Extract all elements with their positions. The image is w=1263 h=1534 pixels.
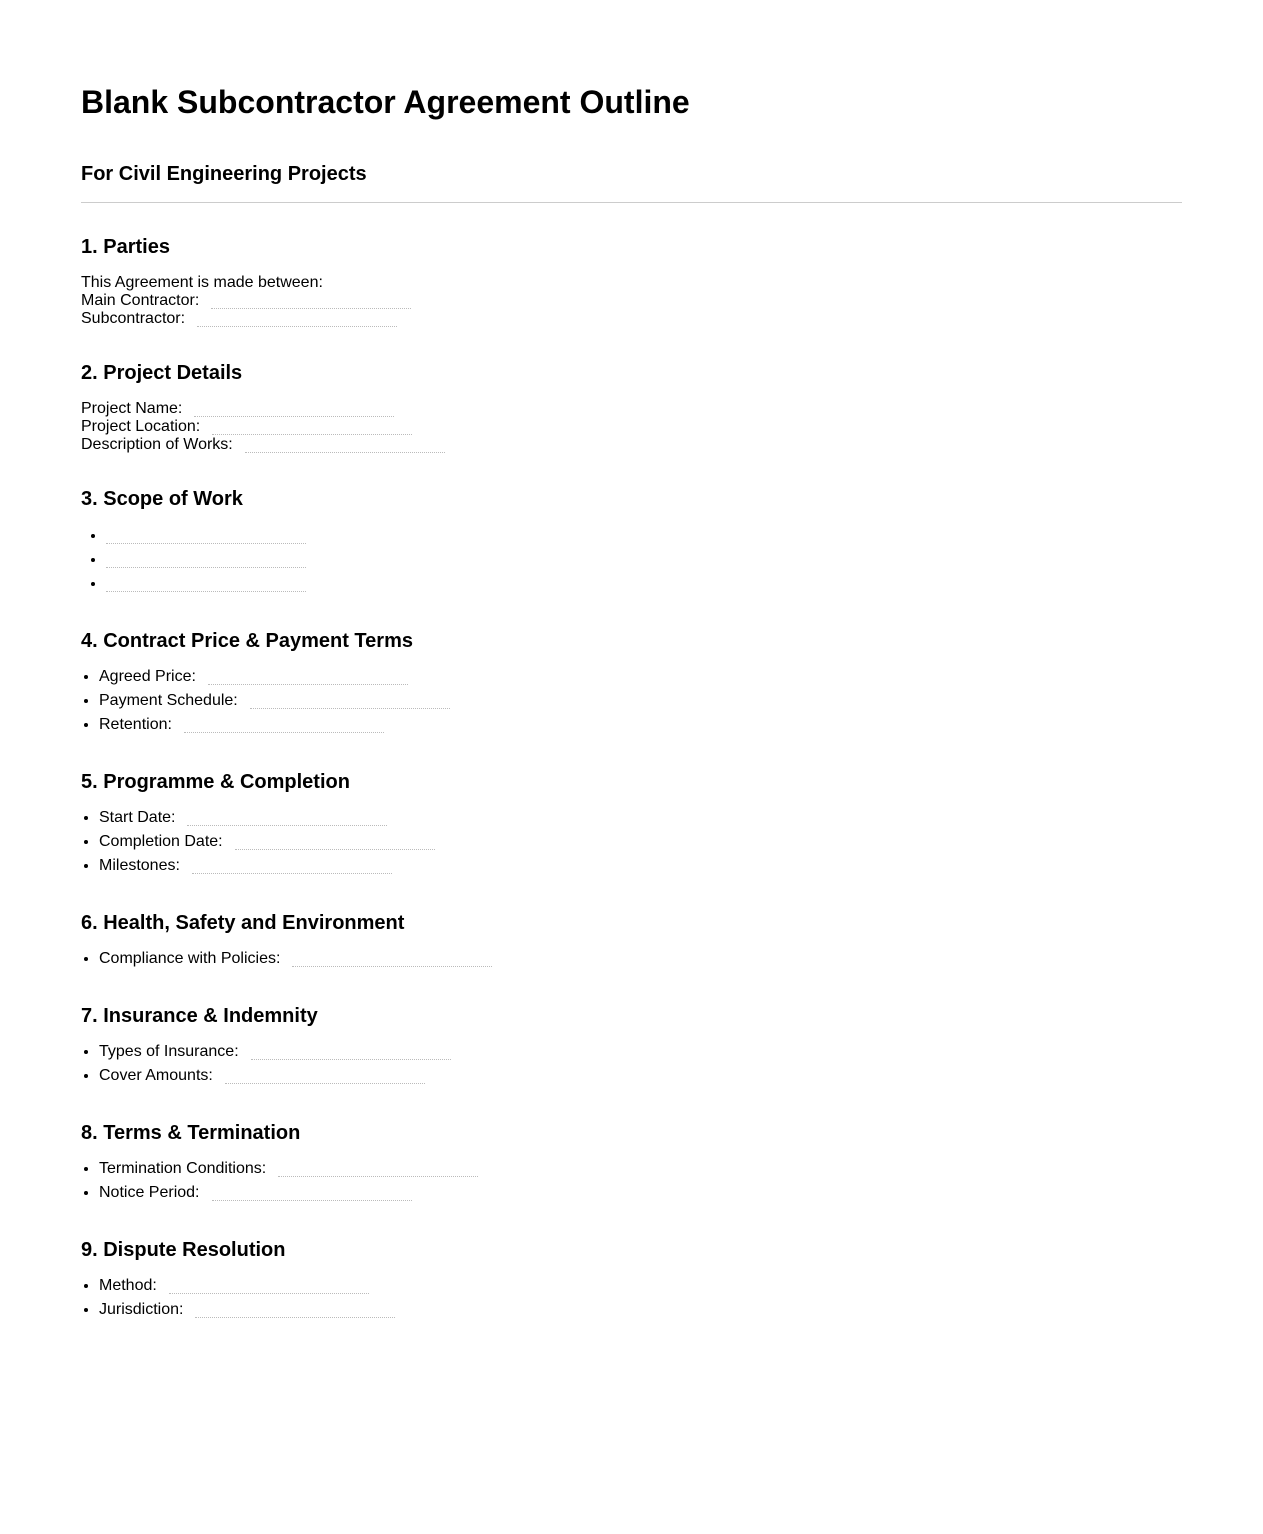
list-item <box>99 665 1182 689</box>
section-heading: 6. Health, Safety and Environment <box>81 912 405 934</box>
section-parties <box>81 235 1182 328</box>
list-item <box>99 1157 1182 1181</box>
list-item <box>106 524 1182 548</box>
section-heading: 5. Programme & Completion <box>81 771 350 793</box>
field-label: Completion Date: <box>99 833 223 850</box>
section-heading: 7. Insurance & Indemnity <box>81 1005 318 1027</box>
list-item <box>99 1040 1182 1064</box>
list-item <box>99 1274 1182 1298</box>
list-item <box>99 713 1182 737</box>
scope-blank[interactable] <box>106 529 306 544</box>
list-item <box>99 689 1182 713</box>
section-heading: 4. Contract Price & Payment Terms <box>81 630 413 652</box>
list-item <box>99 1181 1182 1205</box>
field-label: Description of Works: <box>81 436 233 453</box>
list-item <box>99 854 1182 878</box>
field-label: Termination Conditions: <box>99 1160 267 1177</box>
field-label: Retention: <box>99 716 172 733</box>
intro-text: This Agreement is made between: <box>81 274 323 291</box>
list-item <box>99 830 1182 854</box>
field-label: Start Date: <box>99 809 176 826</box>
field-label: Agreed Price: <box>99 668 196 685</box>
blank-field[interactable] <box>208 670 408 685</box>
list-item <box>99 1064 1182 1088</box>
list-item <box>99 1298 1182 1322</box>
section-heading: 1. Parties <box>81 236 170 258</box>
document-body <box>81 0 1182 1322</box>
section-programme-completion <box>81 770 1182 878</box>
blank-field[interactable] <box>212 1186 412 1201</box>
scope-blank[interactable] <box>106 553 306 568</box>
blank-field[interactable] <box>192 859 392 874</box>
description-of-works-blank[interactable] <box>245 438 445 453</box>
section-dispute-resolution <box>81 1238 1182 1322</box>
section-terms-termination <box>81 1121 1182 1205</box>
scope-blank[interactable] <box>106 577 306 592</box>
field-label: Jurisdiction: <box>99 1301 184 1318</box>
list-item <box>106 548 1182 572</box>
document-subtitle: For Civil Engineering Projects <box>81 163 367 185</box>
section-project-details <box>81 361 1182 454</box>
blank-field[interactable] <box>195 1303 395 1318</box>
project-location-blank[interactable] <box>212 420 412 435</box>
document-title: Blank Subcontractor Agreement Outline <box>81 84 690 120</box>
section-insurance-indemnity <box>81 1004 1182 1088</box>
blank-field[interactable] <box>169 1279 369 1294</box>
section-heading: 2. Project Details <box>81 362 243 384</box>
field-label: Project Location: <box>81 418 201 435</box>
section-contract-price <box>81 629 1182 737</box>
subcontractor-blank[interactable] <box>197 312 397 327</box>
field-label: Notice Period: <box>99 1184 200 1201</box>
field-label: Cover Amounts: <box>99 1067 213 1084</box>
list-item <box>106 572 1182 596</box>
blank-field[interactable] <box>251 1045 451 1060</box>
field-label: Payment Schedule: <box>99 692 238 709</box>
field-label: Milestones: <box>99 857 180 874</box>
field-label: Types of Insurance: <box>99 1043 239 1060</box>
blank-field[interactable] <box>225 1069 425 1084</box>
blank-field[interactable] <box>184 718 384 733</box>
list-item <box>99 806 1182 830</box>
field-label: Project Name: <box>81 400 183 417</box>
list-item <box>99 947 1182 971</box>
divider <box>81 202 1182 203</box>
blank-field[interactable] <box>235 835 435 850</box>
field-label: Compliance with Policies: <box>99 950 281 967</box>
field-label: Main Contractor: <box>81 292 200 309</box>
section-health-safety <box>81 911 1182 971</box>
blank-field[interactable] <box>278 1162 478 1177</box>
blank-field[interactable] <box>187 811 387 826</box>
section-scope-of-work <box>81 487 1182 596</box>
section-heading: 3. Scope of Work <box>81 488 243 510</box>
main-contractor-blank[interactable] <box>211 294 411 309</box>
blank-field[interactable] <box>250 694 450 709</box>
section-heading: 9. Dispute Resolution <box>81 1239 286 1261</box>
blank-field[interactable] <box>292 952 492 967</box>
project-name-blank[interactable] <box>194 402 394 417</box>
field-label: Method: <box>99 1277 157 1294</box>
section-heading: 8. Terms & Termination <box>81 1122 301 1144</box>
field-label: Subcontractor: <box>81 310 186 327</box>
